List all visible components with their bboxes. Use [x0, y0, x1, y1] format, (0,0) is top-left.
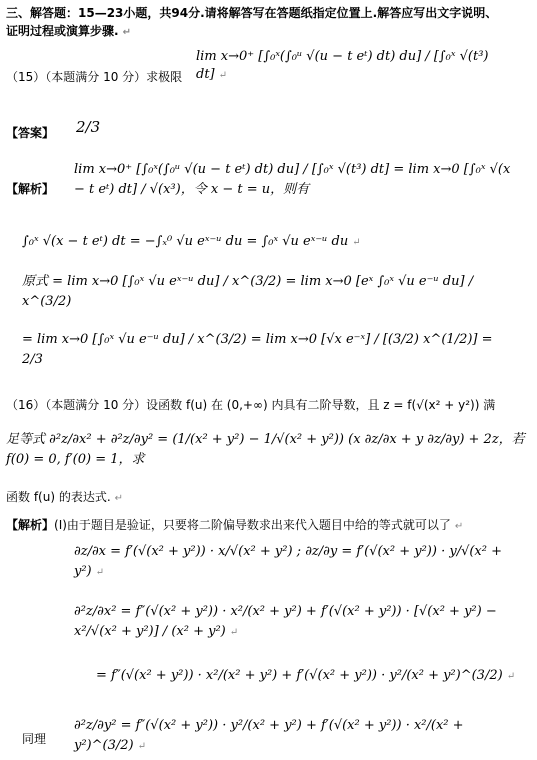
- return-mark: ↵: [137, 741, 146, 752]
- q16-eq3-text: = f″(√(x² + y²)) · x²/(x² + y²) + f′(√(x² + y²)) · y²/(x² + y²)^(3/2): [96, 668, 503, 683]
- return-mark: ↵: [95, 567, 105, 578]
- section-title: 三、解答题：15—23小题，共94分.请将解答写在答题纸指定位置上.解答应写出文字说明、: [6, 6, 498, 20]
- q15-analysis-line4: = lim x→0 [∫₀ˣ √u e⁻ᵘ du] / x^(3/2) = lim x→0 [√x e⁻ˣ] / [(3/2) x^(1/2)] = 2/3: [22, 332, 493, 367]
- q15-analysis-label: 【解析】: [6, 182, 55, 196]
- q16-eq2: [74, 602, 514, 643]
- q16-eq1: [74, 542, 514, 583]
- return-mark: ↵: [114, 493, 124, 504]
- q15-limit-text: lim x→0⁺ [∫₀ˣ(∫₀ᵘ √(u − t eᵗ) dt) du] / [∫₀ˣ √(t³) dt]: [196, 49, 489, 82]
- section-title-continued: [6, 22, 131, 39]
- q15-label: （15）（本题满分 10 分）求极限: [6, 70, 183, 84]
- q15-answer-value: 2/3: [76, 118, 101, 136]
- section-title-cont-text: 证明过程或演算步骤.: [6, 24, 119, 38]
- q16-eq2-text: ∂²z/∂x² = f″(√(x² + y²)) · x²/(x² + y²) + f′(√(x² + y²)) · [√(x² + y²) − x²/√(x² + y²)] / (x² + y²): [74, 604, 497, 639]
- return-mark: ↵: [122, 27, 131, 38]
- q16-eq4-text: ∂²z/∂y² = f″(√(x² + y²)) · y²/(x² + y²) + f′(√(x² + y²)) · x²/(x² + y²)^(3/2): [74, 718, 464, 753]
- q16-ask-text: 函数 f(u) 的表达式.: [6, 490, 111, 504]
- q15-line2-text: ∫₀ˣ √(x − t eᵗ) dt = −∫ₓ⁰ √u eˣ⁻ᵘ du = ∫₀ˣ √u eˣ⁻ᵘ du: [22, 234, 349, 249]
- return-mark: ↵: [218, 70, 228, 81]
- return-mark: ↵: [352, 237, 361, 248]
- q15-analysis-line3: 原式 = lim x→0 [∫₀ˣ √u eˣ⁻ᵘ du] / x^(3/2) = lim x→0 [eˣ ∫₀ˣ √u e⁻ᵘ du] / x^(3/2): [22, 274, 474, 309]
- q16-eq3: [96, 666, 516, 687]
- return-mark: ↵: [229, 627, 239, 638]
- q16-ask: [6, 488, 123, 505]
- q15-analysis-line1: lim x→0⁺ [∫₀ˣ(∫₀ᵘ √(u − t eᵗ) dt) du] / [∫₀ˣ √(t³) dt] = lim x→0 [∫₀ˣ √(x − t eᵗ) dt] / √(x³)，令 x − t = u，则有: [74, 162, 511, 197]
- q16-condition: 足等式 ∂²z/∂x² + ∂²z/∂y² = (1/(x² + y²) − 1/√(x² + y²)) (x ∂z/∂x + y ∂z/∂y) + 2z，若 f(0) = 0, f′(0) = 1，求: [6, 432, 525, 467]
- q15-answer-label: 【答案】: [6, 126, 55, 140]
- q16-similarly-label: 同理: [22, 732, 47, 746]
- q15-limit-expression: [196, 48, 516, 85]
- return-mark: ↵: [506, 671, 516, 682]
- q16-eq4: [74, 716, 514, 757]
- q15-analysis-line2: [22, 234, 512, 249]
- q16-eq1-text: ∂z/∂x = f′(√(x² + y²)) · x/√(x² + y²) ; ∂z/∂y = f′(√(x² + y²)) · y/√(x² + y²): [74, 544, 502, 579]
- return-mark: ↵: [454, 521, 464, 532]
- q16-label: （16）（本题满分 10 分）设函数 f(u) 在 (0,+∞) 内具有二阶导数，且 z = f(√(x² + y²)) 满: [6, 398, 496, 412]
- q16-analysis-text: (I)由于题目是验证，只要将二阶偏导数求出来代入题目中给的等式就可以了: [54, 518, 451, 532]
- q16-analysis-label: 【解析】: [6, 518, 55, 532]
- q16-analysis: [6, 516, 463, 533]
